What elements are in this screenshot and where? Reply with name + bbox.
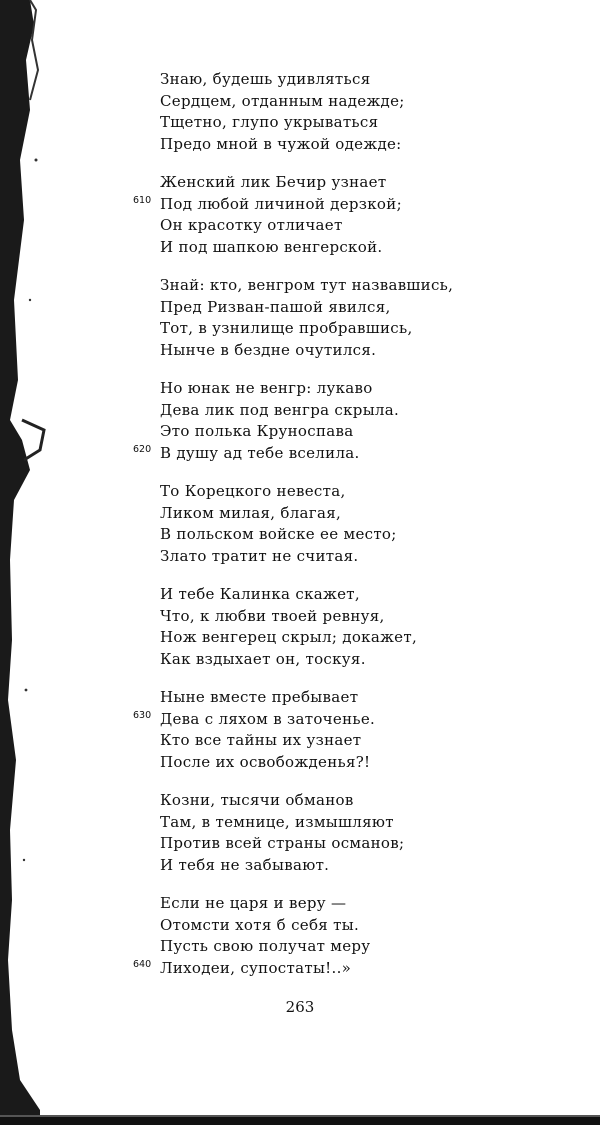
poem-line-text: Под любой личиной дерзкой; — [160, 194, 402, 213]
poem-line-text: Ныне вместе пребывает — [160, 688, 359, 706]
poem-line-text: То Корецкого невеста, — [160, 482, 346, 500]
poem-line-text: И тебя не забывают. — [160, 855, 330, 874]
poem-line — [160, 812, 590, 834]
poem-line-text: Нож венгерец скрыл; докажет, — [160, 628, 418, 646]
poem-line-text: И под шапкою венгерской. — [160, 237, 383, 256]
line-number: 640 — [133, 958, 152, 970]
poem-line-text: Лиходеи, супостаты!..» — [160, 958, 352, 977]
poem-line-text: Как вздыхает он, тоскуя. — [160, 649, 366, 668]
poem-line — [160, 275, 590, 297]
poem-line-text: Дева лик под венгра скрыла. — [160, 400, 400, 419]
stanza — [160, 275, 590, 361]
poem-line — [160, 833, 590, 855]
stanza — [133, 893, 590, 979]
stanza — [160, 584, 590, 670]
poem-line-text: Отомсти хотя б себя ты. — [160, 915, 360, 934]
poem-line-text: В польском войске ее место; — [160, 525, 397, 543]
poem-line — [160, 69, 590, 91]
poem-text — [133, 69, 590, 996]
poem-line — [160, 340, 590, 362]
poem-line — [160, 112, 590, 134]
poem-line-text: Сердцем, отданным надежде; — [160, 91, 405, 110]
poem-line — [160, 790, 590, 812]
poem-line — [160, 237, 590, 259]
poem-line-text: Там, в темнице, измышляют — [160, 812, 394, 831]
poem-line — [160, 649, 590, 671]
poem-line — [160, 687, 590, 709]
stanza — [133, 172, 590, 258]
poem-line — [160, 400, 590, 422]
poem-line-text: После их освобожденья?! — [160, 752, 371, 771]
poem-line — [160, 627, 590, 649]
poem-line — [160, 172, 590, 194]
poem-line-text: Ликом милая, благая, — [160, 503, 342, 522]
poem-line-text: Что, к любви твоей ревнуя, — [160, 606, 385, 625]
poem-line-text: Пусть свою получат меру — [160, 937, 371, 955]
poem-line-text: Пред Ризван-пашой явился, — [160, 297, 391, 316]
poem-line — [133, 709, 590, 731]
poem-line — [160, 318, 590, 340]
poem-line-text: Предо мной в чужой одежде: — [160, 134, 402, 153]
poem-line-text: Кто все тайны их узнает — [160, 731, 362, 749]
stanza — [160, 69, 590, 155]
poem-line-text: Но юнак не венгр: лукаво — [160, 379, 373, 397]
poem-line — [160, 215, 590, 237]
poem-line-text: Нынче в бездне очутился. — [160, 340, 377, 359]
page-bottom-edge — [0, 1112, 600, 1125]
poem-line-text: Если не царя и веру — — [160, 894, 347, 912]
poem-line — [160, 421, 590, 443]
stanza — [133, 378, 590, 464]
poem-line — [160, 606, 590, 628]
poem-line-text: Козни, тысячи обманов — [160, 791, 354, 809]
poem-line — [160, 524, 590, 546]
line-number: 610 — [133, 194, 152, 206]
poem-line — [160, 730, 590, 752]
poem-line-text: Знай: кто, венгром тут назвавшись, — [160, 276, 454, 294]
poem-line-text: Против всей страны османов; — [160, 834, 405, 852]
poem-line — [133, 194, 590, 216]
poem-line-text: В душу ад тебе вселила. — [160, 443, 360, 462]
stanza — [160, 481, 590, 567]
poem-line — [160, 752, 590, 774]
poem-line — [160, 134, 590, 156]
poem-line — [133, 958, 590, 980]
stanza — [160, 790, 590, 876]
poem-line-text: Тот, в узнилище пробравшись, — [160, 319, 413, 337]
poem-line-text: Тщетно, глупо укрываться — [160, 113, 379, 131]
poem-line-text: Он красотку отличает — [160, 216, 343, 234]
poem-line-text: Дева с ляхом в заточенье. — [160, 709, 376, 728]
poem-line-text: Женский лик Бечир узнает — [160, 173, 387, 191]
line-number: 620 — [133, 443, 152, 455]
poem-line — [160, 546, 590, 568]
poem-line — [160, 91, 590, 113]
poem-line-text: Знаю, будешь удивляться — [160, 70, 371, 88]
poem-line — [133, 443, 590, 465]
poem-line — [160, 936, 590, 958]
page-edge-shadow — [0, 0, 48, 1125]
poem-line — [160, 378, 590, 400]
poem-line — [160, 584, 590, 606]
poem-line-text: Это полька Круноспава — [160, 422, 354, 440]
poem-line — [160, 855, 590, 877]
page-number: 263 — [285, 998, 315, 1016]
poem-line — [160, 893, 590, 915]
stanza — [133, 687, 590, 773]
poem-line — [160, 297, 590, 319]
poem-line-text: Злато тратит не считая. — [160, 546, 359, 565]
poem-line-text: И тебе Калинка скажет, — [160, 585, 360, 603]
poem-line — [160, 503, 590, 525]
line-number: 630 — [133, 709, 152, 721]
poem-line — [160, 481, 590, 503]
poem-line — [160, 915, 590, 937]
